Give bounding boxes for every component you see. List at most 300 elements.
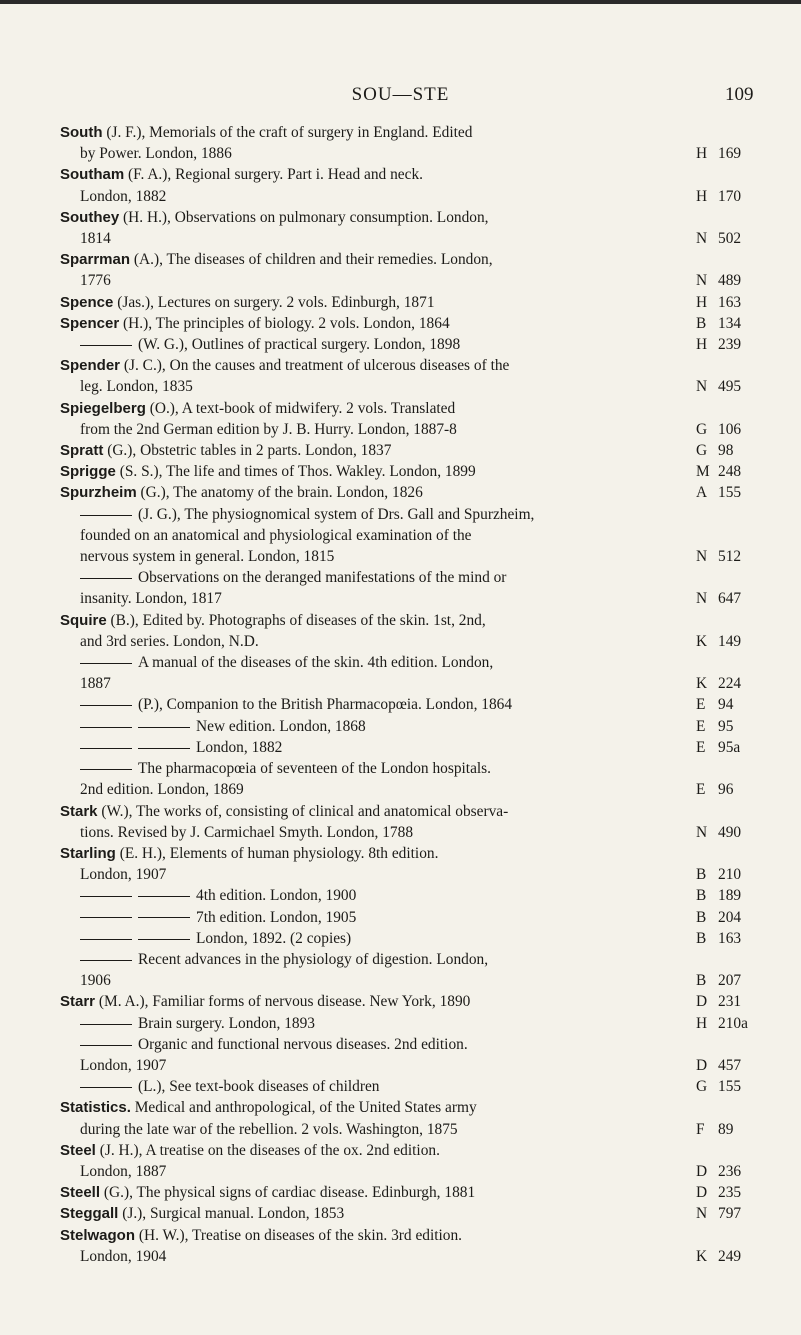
entry-text [60,694,682,715]
entry-line-text: (G.), Obstetric tables in 2 parts. London, 1837 [103,442,392,460]
shelf-reference [696,270,760,291]
entry-line [60,716,682,737]
list-item [60,907,760,928]
repeat-dash [80,515,132,516]
shelf-number: 163 [718,293,742,311]
shelf-class: G [696,1078,708,1096]
repeat-dash [80,578,132,579]
list-item [60,122,760,164]
shelf-number: 207 [718,972,742,990]
entry-line-text: (P.), Companion to the British Pharmacopœia. London, 1864 [138,696,513,714]
shelf-reference [696,673,760,694]
entry-text [60,716,682,737]
shelf-class: E [696,781,706,799]
shelf-class: H [696,1014,708,1032]
entry-line-text: 1814 [80,230,111,248]
shelf-class: N [696,590,708,608]
entry-line-text: leg. London, 1835 [80,378,193,396]
list-item [60,355,760,397]
shelf-number: 96 [718,781,734,799]
entry-line [60,249,682,270]
entry-line [60,292,682,313]
entry-line [60,864,682,885]
author-name: Southam [60,166,125,184]
list-item [60,567,760,609]
shelf-class: N [696,823,708,841]
entry-text [60,567,682,609]
shelf-class: H [696,145,708,163]
entry-line [60,1161,682,1182]
shelf-number: 210 [718,866,742,884]
shelf-class: N [696,548,708,566]
entry-line [60,801,682,822]
entry-line [60,440,682,461]
entry-line [60,1203,682,1224]
entry-line [60,228,682,249]
list-item [60,652,760,694]
author-name: Spiegelberg [60,399,146,417]
list-item [60,504,760,568]
shelf-number: 231 [718,993,742,1011]
entry-text [60,207,682,249]
shelf-reference [696,1182,760,1203]
list-item [60,716,760,737]
entry-line-text: 4th edition. London, 1900 [196,887,357,905]
entry-line [60,610,682,631]
shelf-class: N [696,272,708,290]
shelf-number: 490 [718,823,742,841]
shelf-reference [696,779,760,800]
shelf-class: B [696,972,707,990]
author-name: Spence [60,293,114,311]
entry-line-text: 7th edition. London, 1905 [196,908,357,926]
entry-text [60,758,682,800]
entry-text [60,482,682,503]
list-item [60,249,760,291]
shelf-number: 224 [718,675,742,693]
shelf-number: 647 [718,590,742,608]
entry-line-text: London, 1887 [80,1162,167,1180]
entry-line-text: Recent advances in the physiology of digestion. London, [138,950,489,968]
entry-line [60,270,682,291]
entry-text [60,652,682,694]
list-item [60,461,760,482]
entry-text [60,292,682,313]
entry-line-text: (H.), The principles of biology. 2 vols. London, 1864 [119,314,450,332]
entry-text [60,928,682,949]
shelf-reference [696,822,760,843]
entry-line-text: (L.), See text-book diseases of children [138,1078,380,1096]
shelf-number: 189 [718,887,742,905]
shelf-reference [696,143,760,164]
entry-line-text: (B.), Edited by. Photographs of diseases of the skin. 1st, 2nd, [106,611,486,629]
entry-line-text: London, 1907 [80,866,167,884]
shelf-class: E [696,717,706,735]
author-name: Starr [60,993,96,1011]
author-name: South [60,124,103,141]
list-item [60,440,760,461]
list-item [60,398,760,440]
entry-text [60,461,682,482]
entry-line [60,1055,682,1076]
entry-text [60,249,682,291]
shelf-reference [696,1246,760,1267]
entry-line [60,970,682,991]
shelf-reference [696,1055,760,1076]
author-name: Statistics. [60,1099,131,1117]
entry-line-text: London, 1882 [80,187,167,205]
entry-line [60,313,682,334]
entry-line-text: Observations on the deranged manifestations of the mind or [138,569,507,587]
shelf-reference [696,907,760,928]
shelf-number: 155 [718,1078,742,1096]
repeat-dash [80,769,132,770]
entry-line-text: Organic and functional nervous diseases. 2nd edition. [138,1035,468,1053]
list-item [60,482,760,503]
author-name: Southey [60,208,120,226]
shelf-number: 98 [718,442,734,460]
entry-line [60,1119,682,1140]
author-name: Sprigge [60,463,116,481]
entry-line-text: during the late war of the rebellion. 2 vols. Washington, 1875 [80,1120,458,1138]
shelf-number: 489 [718,272,742,290]
entry-line [60,461,682,482]
entry-line-text: The pharmacopœia of seventeen of the London hospitals. [138,760,492,778]
shelf-number: 235 [718,1184,742,1202]
shelf-number: 89 [718,1120,734,1138]
list-item [60,292,760,313]
shelf-reference [696,716,760,737]
shelf-number: 248 [718,463,742,481]
entry-line-text: (G.), The physical signs of cardiac disease. Edinburgh, 1881 [100,1184,476,1202]
shelf-reference [696,885,760,906]
list-item [60,1097,760,1139]
list-item [60,801,760,843]
repeat-dash [80,345,132,346]
entry-line-text: Brain surgery. London, 1893 [138,1014,315,1032]
list-item [60,1203,760,1224]
entry-line-text: (F. A.), Regional surgery. Part i. Head and neck. [124,166,423,184]
shelf-class: G [696,442,708,460]
repeat-dash [80,1024,132,1025]
entry-line-text: (M. A.), Familiar forms of nervous disease. New York, 1890 [95,993,471,1011]
entry-line-text: (Jas.), Lectures on surgery. 2 vols. Edinburgh, 1871 [113,293,435,311]
shelf-number: 155 [718,484,742,502]
shelf-number: 170 [718,187,742,205]
entry-line [60,334,682,355]
shelf-reference [696,694,760,715]
repeat-dash [80,727,132,728]
entry-text [60,398,682,440]
entry-line [60,949,682,970]
entry-line-text: (J. F.), Memorials of the craft of surgery in England. Edited [102,124,473,141]
entry-line [60,673,682,694]
page-title: SOU—STE [351,84,450,105]
shelf-reference [696,482,760,503]
repeat-dash [138,917,190,918]
author-name: Steel [60,1141,96,1159]
entry-line-text: 1776 [80,272,111,290]
shelf-number: 495 [718,378,742,396]
shelf-class: F [696,1120,705,1138]
repeat-dash [138,896,190,897]
entry-line-text: (W. G.), Outlines of practical surgery. London, 1898 [138,336,461,354]
entry-line-text: (J. G.), The physiognomical system of Drs. Gall and Spurzheim, [138,505,535,523]
entry-line [60,885,682,906]
entry-line-text: (J.), Surgical manual. London, 1853 [118,1205,345,1223]
shelf-reference [696,461,760,482]
entry-line [60,419,682,440]
entry-line [60,1076,682,1097]
entry-line [60,843,682,864]
shelf-reference [696,546,760,567]
shelf-number: 95 [718,717,734,735]
shelf-reference [696,631,760,652]
shelf-reference [696,1119,760,1140]
entry-line-text: London, 1907 [80,1056,167,1074]
entry-line-text: from the 2nd German edition by J. B. Hurry. London, 1887-8 [80,420,457,438]
entry-line-text: (W.), The works of, consisting of clinical and anatomical observa- [97,802,509,820]
entry-line-text: London, 1892. (2 copies) [196,929,352,947]
entry-line [60,567,682,588]
entry-text [60,907,682,928]
entry-text [60,949,682,991]
entry-line-text: 2nd edition. London, 1869 [80,781,244,799]
shelf-number: 457 [718,1056,742,1074]
shelf-class: K [696,632,708,650]
shelf-reference [696,440,760,461]
entry-line [60,822,682,843]
entry-line [60,907,682,928]
shelf-reference [696,991,760,1012]
shelf-reference [696,1076,760,1097]
list-item [60,737,760,758]
shelf-number: 236 [718,1162,742,1180]
entry-text [60,504,682,568]
author-name: Stelwagon [60,1226,136,1244]
list-item [60,949,760,991]
shelf-number: 106 [718,420,742,438]
entry-line-text: A manual of the diseases of the skin. 4th edition. London, [138,654,494,672]
shelf-number: 163 [718,929,742,947]
entry-line [60,758,682,779]
entry-line [60,991,682,1012]
repeat-dash [80,1045,132,1046]
list-item [60,843,760,885]
entry-line-text: Medical and anthropological, of the United States army [130,1099,477,1117]
entry-line [60,737,682,758]
author-name: Sparrman [60,251,131,269]
author-name: Steggall [60,1205,119,1223]
top-edge-bar [0,0,801,4]
repeat-dash [138,748,190,749]
shelf-reference [696,186,760,207]
entry-line [60,694,682,715]
entry-text [60,122,682,164]
list-item [60,928,760,949]
list-item [60,885,760,906]
shelf-reference [696,292,760,313]
shelf-class: N [696,378,708,396]
entry-line-text: New edition. London, 1868 [196,717,366,735]
entry-line [60,164,682,185]
entry-line-text: by Power. London, 1886 [80,145,232,163]
entry-line [60,546,682,567]
author-name: Starling [60,844,116,862]
shelf-class: G [696,420,708,438]
entry-line-text: founded on an anatomical and physiological examination of the [80,526,472,544]
shelf-class: N [696,230,708,248]
entry-line [60,122,682,143]
shelf-reference [696,313,760,334]
entry-line-text: (E. H.), Elements of human physiology. 8th edition. [115,844,439,862]
list-item [60,1034,760,1076]
shelf-number: 134 [718,314,742,332]
entry-line-text: insanity. London, 1817 [80,590,222,608]
shelf-reference [696,334,760,355]
entry-line-text: (H. H.), Observations on pulmonary consumption. London, [119,208,489,226]
repeat-dash [80,960,132,961]
entry-line-text: (J. H.), A treatise on the diseases of the ox. 2nd edition. [95,1141,440,1159]
shelf-number: 149 [718,632,742,650]
author-name: Spencer [60,314,120,332]
entry-text [60,1076,682,1097]
list-item [60,1182,760,1203]
entry-text [60,1013,682,1034]
shelf-class: N [696,1205,708,1223]
entry-line-text: London, 1882 [196,738,283,756]
entry-line-text: and 3rd series. London, N.D. [80,632,259,650]
shelf-reference [696,1203,760,1224]
shelf-reference [696,928,760,949]
shelf-class: B [696,866,707,884]
shelf-reference [696,228,760,249]
shelf-reference [696,1161,760,1182]
entry-line [60,779,682,800]
shelf-reference [696,376,760,397]
shelf-class: H [696,293,708,311]
list-item [60,334,760,355]
entry-line [60,186,682,207]
entry-line [60,143,682,164]
shelf-class: B [696,929,707,947]
shelf-reference [696,588,760,609]
entry-text [60,1203,682,1224]
shelf-class: D [696,1162,708,1180]
list-item [60,1140,760,1182]
entry-line [60,1097,682,1118]
shelf-number: 797 [718,1205,742,1223]
entry-line-text: (G.), The anatomy of the brain. London, 1826 [136,484,423,502]
list-item [60,1076,760,1097]
entry-text [60,440,682,461]
entry-line [60,1225,682,1246]
entry-line [60,1034,682,1055]
entry-line [60,376,682,397]
shelf-class: E [696,696,706,714]
shelf-number: 249 [718,1247,742,1265]
shelf-class: B [696,908,707,926]
list-item [60,610,760,652]
list-item [60,991,760,1012]
entry-text [60,737,682,758]
entry-line-text: 1887 [80,675,111,693]
entry-line [60,928,682,949]
shelf-number: 239 [718,336,742,354]
shelf-number: 502 [718,230,742,248]
shelf-number: 512 [718,548,742,566]
entry-text [60,1140,682,1182]
shelf-class: D [696,1184,708,1202]
entry-line-text: 1906 [80,972,111,990]
author-name: Spurzheim [60,484,137,502]
repeat-dash [80,917,132,918]
entry-text [60,1182,682,1203]
entry-text [60,610,682,652]
author-name: Stark [60,802,98,820]
entry-line [60,1182,682,1203]
shelf-number: 94 [718,696,734,714]
entry-text [60,885,682,906]
repeat-dash [138,939,190,940]
author-name: Spratt [60,442,104,460]
list-item [60,313,760,334]
shelf-reference [696,1013,760,1034]
entry-line [60,398,682,419]
shelf-number: 204 [718,908,742,926]
author-name: Steell [60,1184,101,1202]
list-item [60,694,760,715]
repeat-dash [80,896,132,897]
list-item [60,758,760,800]
entry-line-text: (A.), The diseases of children and their remedies. London, [130,251,493,269]
shelf-class: D [696,993,708,1011]
shelf-reference [696,864,760,885]
shelf-class: H [696,336,708,354]
entry-line-text: tions. Revised by J. Carmichael Smyth. London, 1788 [80,823,414,841]
shelf-reference [696,737,760,758]
list-item [60,1225,760,1267]
page-header [0,84,801,108]
list-item [60,164,760,206]
repeat-dash [80,705,132,706]
entry-text [60,313,682,334]
shelf-class: E [696,738,706,756]
entry-text [60,334,682,355]
entry-text [60,843,682,885]
shelf-reference [696,970,760,991]
entry-text [60,991,682,1012]
entry-line-text: nervous system in general. London, 1815 [80,548,335,566]
entry-line [60,482,682,503]
shelf-class: B [696,314,707,332]
shelf-reference [696,419,760,440]
entry-line [60,588,682,609]
shelf-class: B [696,887,707,905]
shelf-class: H [696,187,708,205]
entry-text [60,164,682,206]
page-number: 109 [725,84,754,105]
entry-line-text: London, 1904 [80,1247,167,1265]
entry-line [60,207,682,228]
repeat-dash [80,939,132,940]
author-name: Spender [60,357,121,375]
entry-line-text: (O.), A text-book of midwifery. 2 vols. Translated [145,399,456,417]
repeat-dash [80,663,132,664]
entry-line [60,355,682,376]
entry-text [60,1225,682,1267]
repeat-dash [80,748,132,749]
